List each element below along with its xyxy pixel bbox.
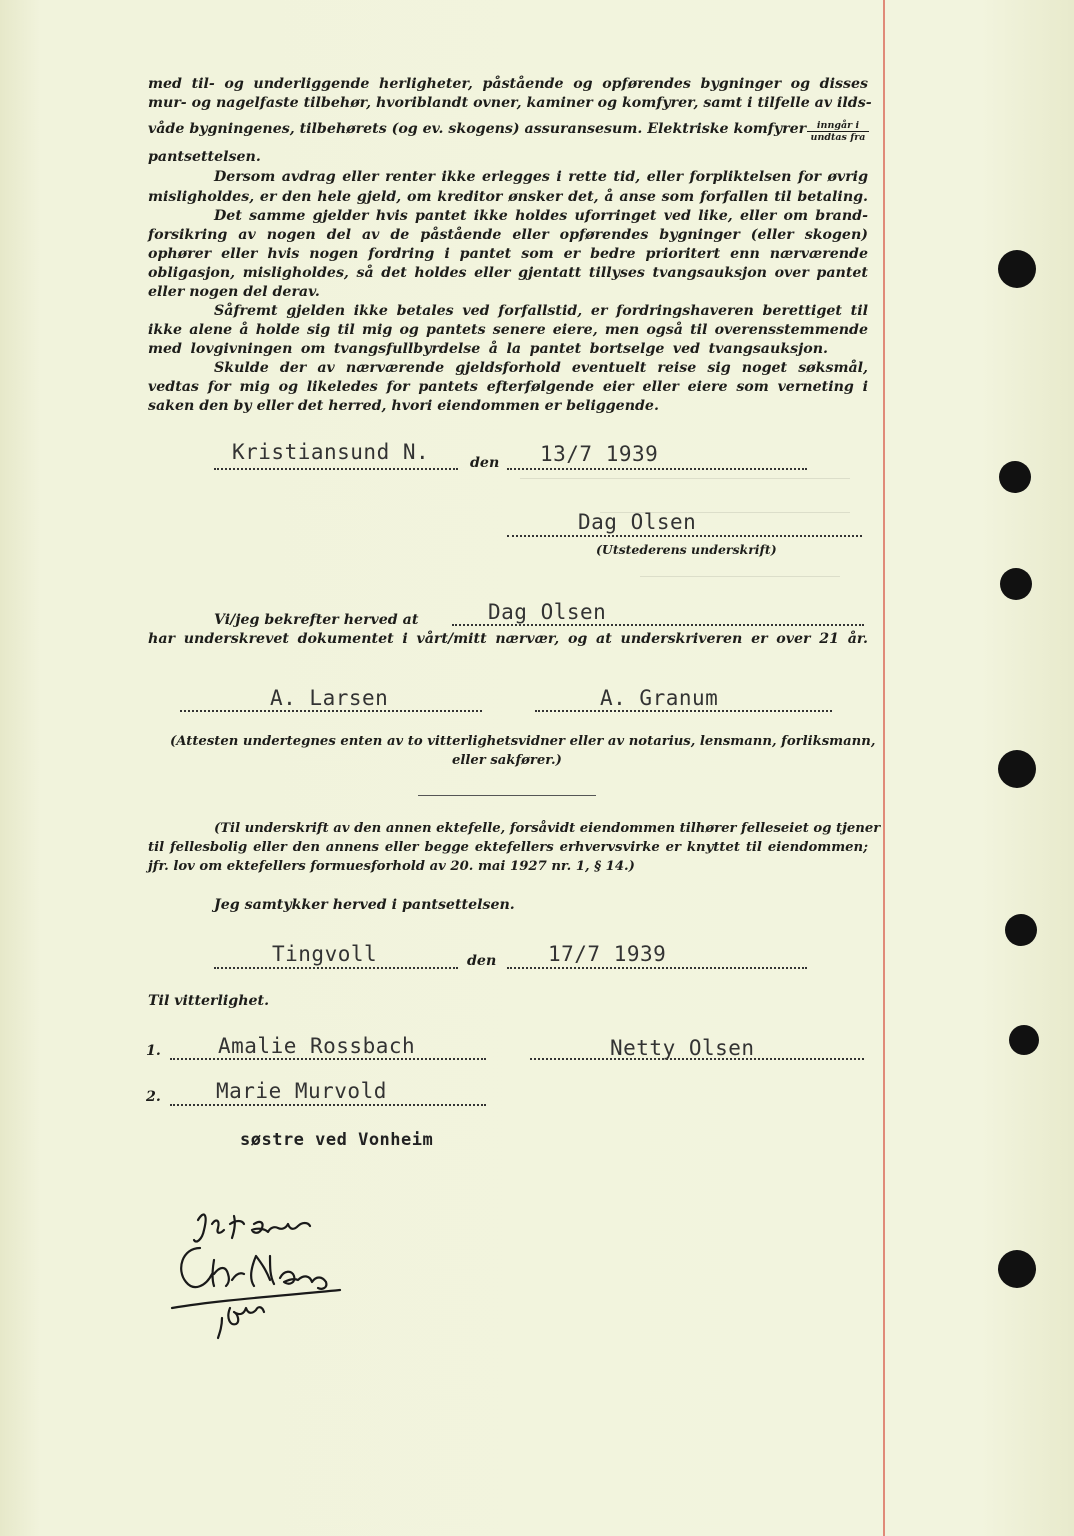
punch-hole: [998, 1250, 1036, 1288]
date-line: [507, 468, 807, 470]
punch-hole: [1005, 914, 1037, 946]
spouse-note: til fellesbolig eller den annens eller begge ektefellers erhvervsvirke er knyttet til eiendommen;: [148, 840, 868, 855]
punch-hole: [998, 250, 1036, 288]
confirmation-prefix: Vi/jeg bekrefter herved at: [214, 612, 419, 628]
confirmation-name-line: [452, 624, 864, 626]
body-line: med lovgivningen om tvangsfullbyrdelse å la pantet bortselge ved tvangsauksjon.: [148, 341, 828, 357]
witness-name: Marie Murvold: [216, 1079, 387, 1103]
witness-number: 2.: [146, 1089, 161, 1105]
body-line: Det samme gjelder hvis pantet ikke holdes uforringet ved like, eller om brand-: [214, 208, 868, 224]
confirmation-text: har underskrevet dokumentet i vårt/mitt nærvær, og at underskriveren er over 21 år.: [148, 631, 868, 647]
attest-note: eller sakfører.): [452, 753, 562, 768]
divider: [418, 795, 596, 796]
signature-line: [507, 535, 862, 537]
inngaar-undtas-fraction: inngår i undtas fra: [807, 120, 869, 143]
witness-line: [170, 1058, 486, 1060]
witness-name: A. Granum: [600, 686, 719, 710]
attest-note: (Attesten undertegnes enten av to vitterlighetsvidner eller av notarius, lensmann, forliksmann,: [170, 734, 876, 749]
place-line: [214, 468, 458, 470]
body-line: ikke alene å holde sig til mig og pantets senere eiere, men også til overensstemmende: [148, 322, 868, 338]
body-line: med til- og underliggende herligheter, påstående og opførendes bygninger og disses: [148, 76, 868, 92]
bleed-through: [640, 576, 840, 577]
body-line: Skulde der av nærværende gjeldsforhold eventuelt reise sig noget søksmål,: [214, 360, 868, 376]
witness-line: [180, 710, 482, 712]
signature-caption: (Utstederens underskrift): [596, 542, 777, 557]
witness-name: Netty Olsen: [610, 1036, 755, 1060]
body-line: saken den by eller det herred, hvori eiendommen er beliggende.: [148, 398, 659, 414]
body-line: ophører eller hvis nogen fordring i pantet som er bedre prioritert enn nærværende: [148, 246, 868, 262]
confirmation-name: Dag Olsen: [488, 600, 607, 624]
typed-note: søstre ved Vonheim: [240, 1130, 434, 1150]
date-value: 13/7 1939: [540, 442, 659, 466]
punch-hole: [998, 750, 1036, 788]
den-label: den: [470, 455, 500, 471]
handwritten-signature: [160, 1200, 360, 1340]
place-value: Tingvoll: [272, 942, 378, 966]
witness-number: 1.: [146, 1043, 161, 1059]
witness-line: [170, 1104, 486, 1106]
margin-line: [883, 0, 885, 1536]
body-line: Dersom avdrag eller renter ikke erlegges i rette tid, eller forpliktelsen for øvrig: [214, 169, 868, 185]
den-label: den: [467, 953, 497, 969]
date-line: [507, 967, 807, 969]
witness-name: Amalie Rossbach: [218, 1034, 416, 1058]
body-line: obligasjon, misligholdes, så det holdes eller gjentatt tillyses tvangsauksjon over pantet: [148, 265, 868, 281]
body-line: pantsettelsen.: [148, 149, 261, 165]
body-line: forsikring av nogen del av de påstående eller opførendes bygninger (eller skogen): [148, 227, 868, 243]
body-line: misligholdes, er den hele gjeld, om kreditor ønsker det, å anse som forfallen til betaling.: [148, 189, 868, 205]
place-value: Kristiansund N.: [232, 440, 430, 464]
spouse-note: (Til underskrift av den annen ektefelle, forsåvidt eiendommen tilhører felleseiet og tjener: [214, 821, 881, 836]
consent-text: Jeg samtykker herved i pantsettelsen.: [214, 897, 515, 913]
body-line: vedtas for mig og likeledes for pantets efterfølgende eier eller eiere som verneting i: [148, 379, 868, 395]
issuer-signature: Dag Olsen: [578, 510, 697, 534]
place-line: [214, 967, 458, 969]
body-line: mur- og nagelfaste tilbehør, hvoriblandt ovner, kaminer og komfyrer, samt i tilfelle av ilds-: [148, 95, 872, 111]
bleed-through: [520, 478, 850, 479]
witness-line: [535, 710, 832, 712]
witness-name: A. Larsen: [270, 686, 389, 710]
body-line: eller nogen del derav.: [148, 284, 320, 300]
body-line: Såfremt gjelden ikke betales ved forfallstid, er fordringshaveren berettiget til: [214, 303, 868, 319]
punch-hole: [999, 461, 1031, 493]
body-line: våde bygningenes, tilbehørets (og ev. skogens) assuransesum. Elektriske komfyrer: [148, 121, 807, 137]
til-vitterlighet: Til vitterlighet.: [148, 993, 270, 1009]
punch-hole: [1000, 568, 1032, 600]
date-value: 17/7 1939: [548, 942, 667, 966]
spouse-note: jfr. lov om ektefellers formuesforhold av 20. mai 1927 nr. 1, § 14.): [148, 859, 635, 874]
punch-hole: [1009, 1025, 1039, 1055]
